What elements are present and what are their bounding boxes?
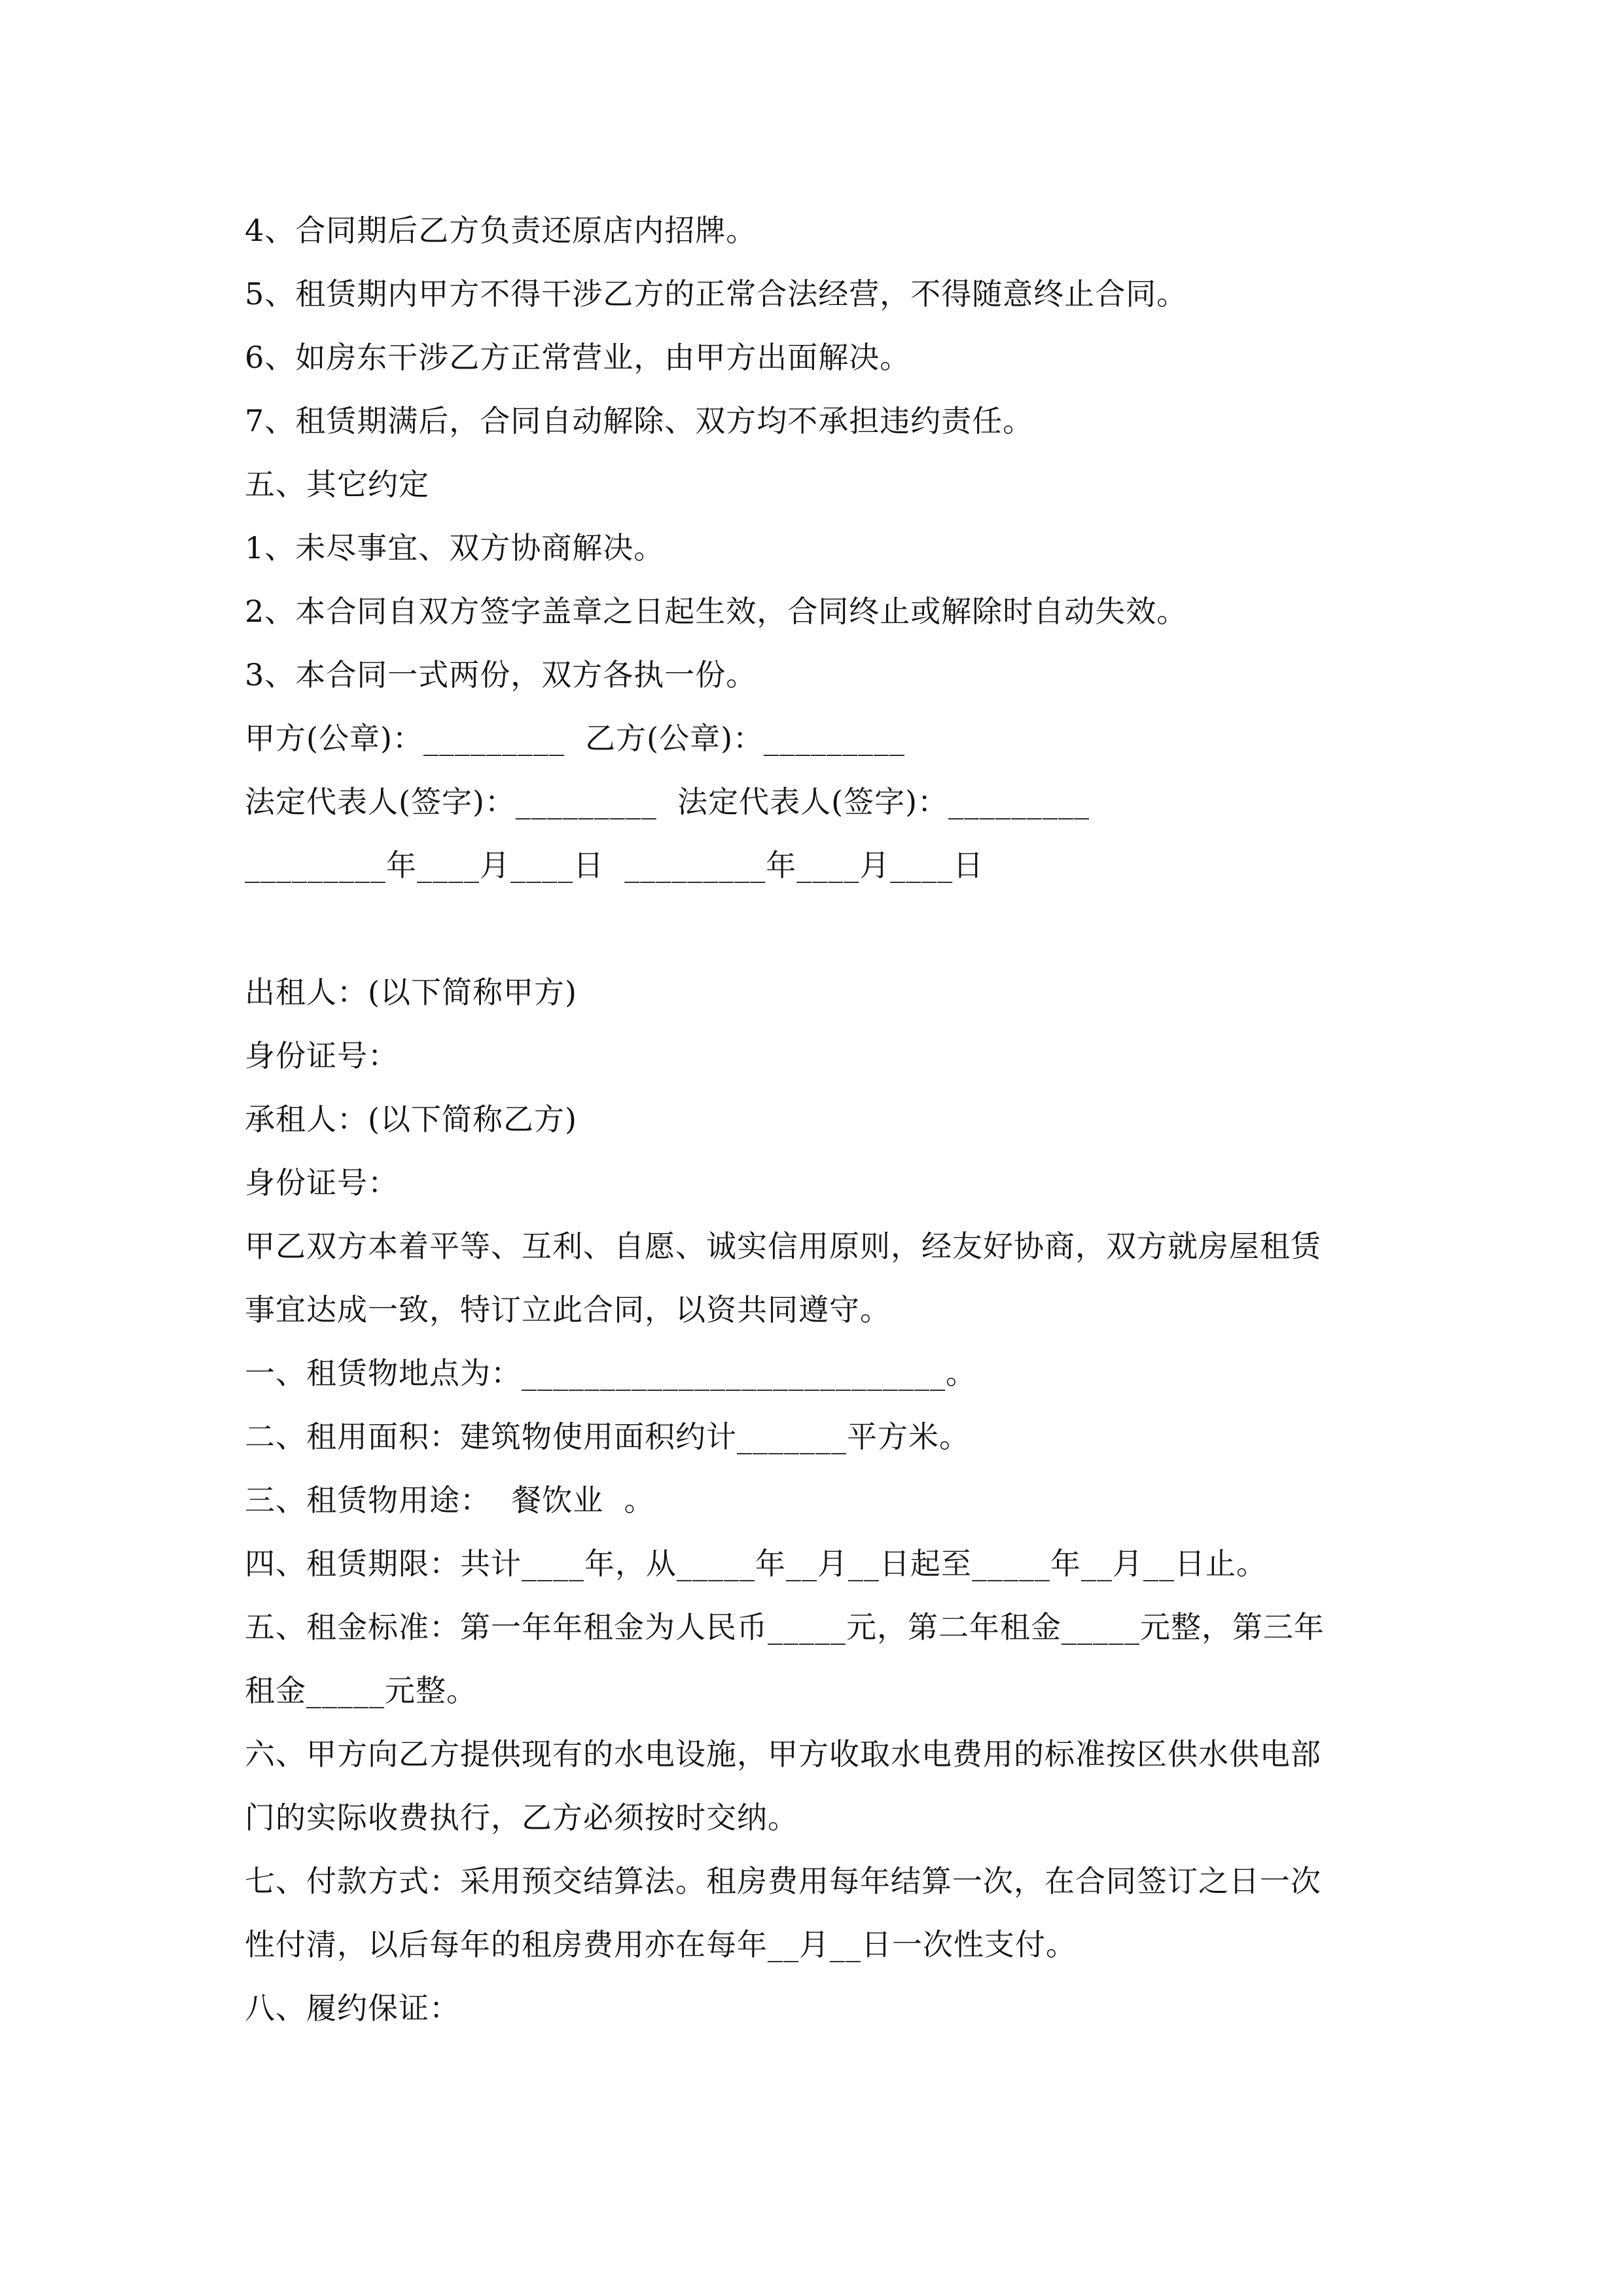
lessee-id-line: 身份证号： xyxy=(245,1165,399,1200)
other-clause-1: 1、未尽事宜、双方协商解决。 xyxy=(245,530,665,565)
article-4-term: 四、租赁期限：共计____年，从_____年__月__日起至_____年__月__日止。 xyxy=(245,1546,1267,1581)
lessee-line: 承租人：(以下简称乙方) xyxy=(245,1102,577,1137)
article-2-area: 二、租用面积：建筑物使用面积约计_______平方米。 xyxy=(245,1419,970,1454)
clause-7: 7、租赁期满后，合同自动解除、双方均不承担违约责任。 xyxy=(245,403,1034,439)
clause-4: 4、合同期后乙方负责还原店内招牌。 xyxy=(245,213,757,248)
date-line: _________年____月____日 _________年____月____日 xyxy=(245,848,984,883)
article-7-payment-line-2: 性付清，以后每年的租房费用亦在每年__月__日一次性支付。 xyxy=(245,1927,1077,1962)
article-5-rent-line-2: 租金_____元整。 xyxy=(245,1673,477,1708)
lessor-line: 出租人：(以下简称甲方) xyxy=(245,975,577,1010)
other-clause-3: 3、本合同一式两份，双方各执一份。 xyxy=(245,657,757,692)
seal-line: 甲方(公章)：_________ 乙方(公章)：_________ xyxy=(245,721,906,756)
preamble-line-1: 甲乙双方本着平等、互利、自愿、诚实信用原则，经友好协商，双方就房屋租赁 xyxy=(245,1229,1321,1264)
article-1-location: 一、租赁物地点为：___________________________。 xyxy=(245,1355,976,1391)
section-heading-other: 五、其它约定 xyxy=(245,467,429,502)
article-6-utilities-line-1: 六、甲方向乙方提供现有的水电设施，甲方收取水电费用的标准按区供水供电部 xyxy=(245,1736,1321,1772)
article-5-rent-line-1: 五、租金标准：第一年年租金为人民币_____元，第二年租金_____元整，第三年 xyxy=(245,1609,1325,1645)
article-6-utilities-line-2: 门的实际收费执行，乙方必须按时交纳。 xyxy=(245,1800,798,1835)
article-7-payment-line-1: 七、付款方式：采用预交结算法。租房费用每年结算一次，在合同签订之日一次 xyxy=(245,1863,1321,1899)
lessor-id-line: 身份证号： xyxy=(245,1038,399,1073)
clause-5: 5、租赁期内甲方不得干涉乙方的正常合法经营，不得随意终止合同。 xyxy=(245,276,1188,312)
article-8-guarantee: 八、履约保证： xyxy=(245,1990,460,2026)
legal-rep-signature-line: 法定代表人(签字)：_________ 法定代表人(签字)：_________ xyxy=(245,784,1090,819)
article-3-use: 三、租赁物用途： 餐饮业 。 xyxy=(245,1482,655,1518)
preamble-line-2: 事宜达成一致，特订立此合同，以资共同遵守。 xyxy=(245,1292,891,1327)
other-clause-2: 2、本合同自双方签字盖章之日起生效，合同终止或解除时自动失效。 xyxy=(245,594,1188,629)
clause-6: 6、如房东干涉乙方正常营业，由甲方出面解决。 xyxy=(245,340,911,375)
